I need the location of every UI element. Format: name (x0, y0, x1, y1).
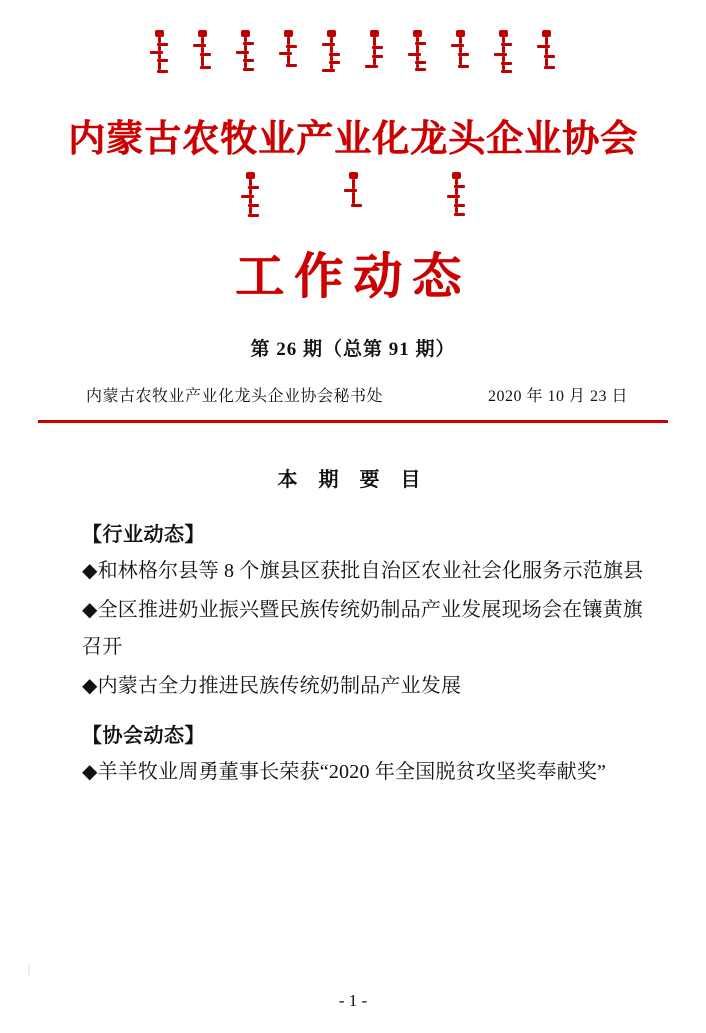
association-title: 内蒙古农牧业产业化龙头企业协会 (68, 119, 638, 160)
mongolian-glyph-column (242, 172, 259, 217)
mongolian-glyph-column (151, 30, 168, 73)
mongolian-glyph-column (345, 172, 362, 207)
mongolian-glyph-column (280, 30, 297, 67)
mongolian-glyph-column (366, 30, 383, 68)
list-item[interactable]: ◆全区推进奶业振兴暨民族传统奶制品产业发展现场会在镶黄旗召开 (82, 599, 643, 658)
section-title-industry: 【行业动态】 (82, 524, 205, 546)
page-number: - 1 - (338, 991, 368, 1010)
mongolian-glyph-column (194, 30, 211, 69)
mongolian-script-subtitle (0, 172, 706, 230)
list-item[interactable]: ◆内蒙古全力推进民族传统奶制品产业发展 (82, 675, 462, 697)
mongolian-glyph-column (323, 30, 340, 72)
publication-date: 2020 年 10 月 23 日 (487, 388, 628, 405)
mongolian-glyph-column (448, 172, 465, 216)
scan-artifact (28, 965, 44, 975)
mongolian-glyph-column (409, 30, 426, 71)
list-item[interactable]: ◆羊羊牧业周勇董事长荣获“2020 年全国脱贫攻坚奖奉献奖” (82, 761, 607, 783)
section-title-association: 【协会动态】 (82, 725, 205, 747)
contents-body (0, 518, 706, 791)
mongolian-glyph-column (452, 30, 469, 68)
masthead-divider (38, 420, 668, 423)
issuer-name: 内蒙古农牧业产业化龙头企业协会秘书处 (86, 388, 384, 405)
issue-number: 第 26 期（总第 91 期） (250, 339, 456, 360)
publication-title: 工作动态 (234, 249, 471, 304)
list-item[interactable]: ◆和林格尔县等 8 个旗县区获批自治区农业社会化服务示范旗县 (82, 560, 644, 582)
mongolian-glyph-column (237, 30, 254, 71)
contents-heading: 本 期 要 目 (277, 469, 429, 491)
mongolian-script-top (0, 0, 706, 94)
mongolian-glyph-column (538, 30, 555, 69)
masthead-meta (0, 383, 706, 406)
mongolian-glyph-column (495, 30, 512, 73)
